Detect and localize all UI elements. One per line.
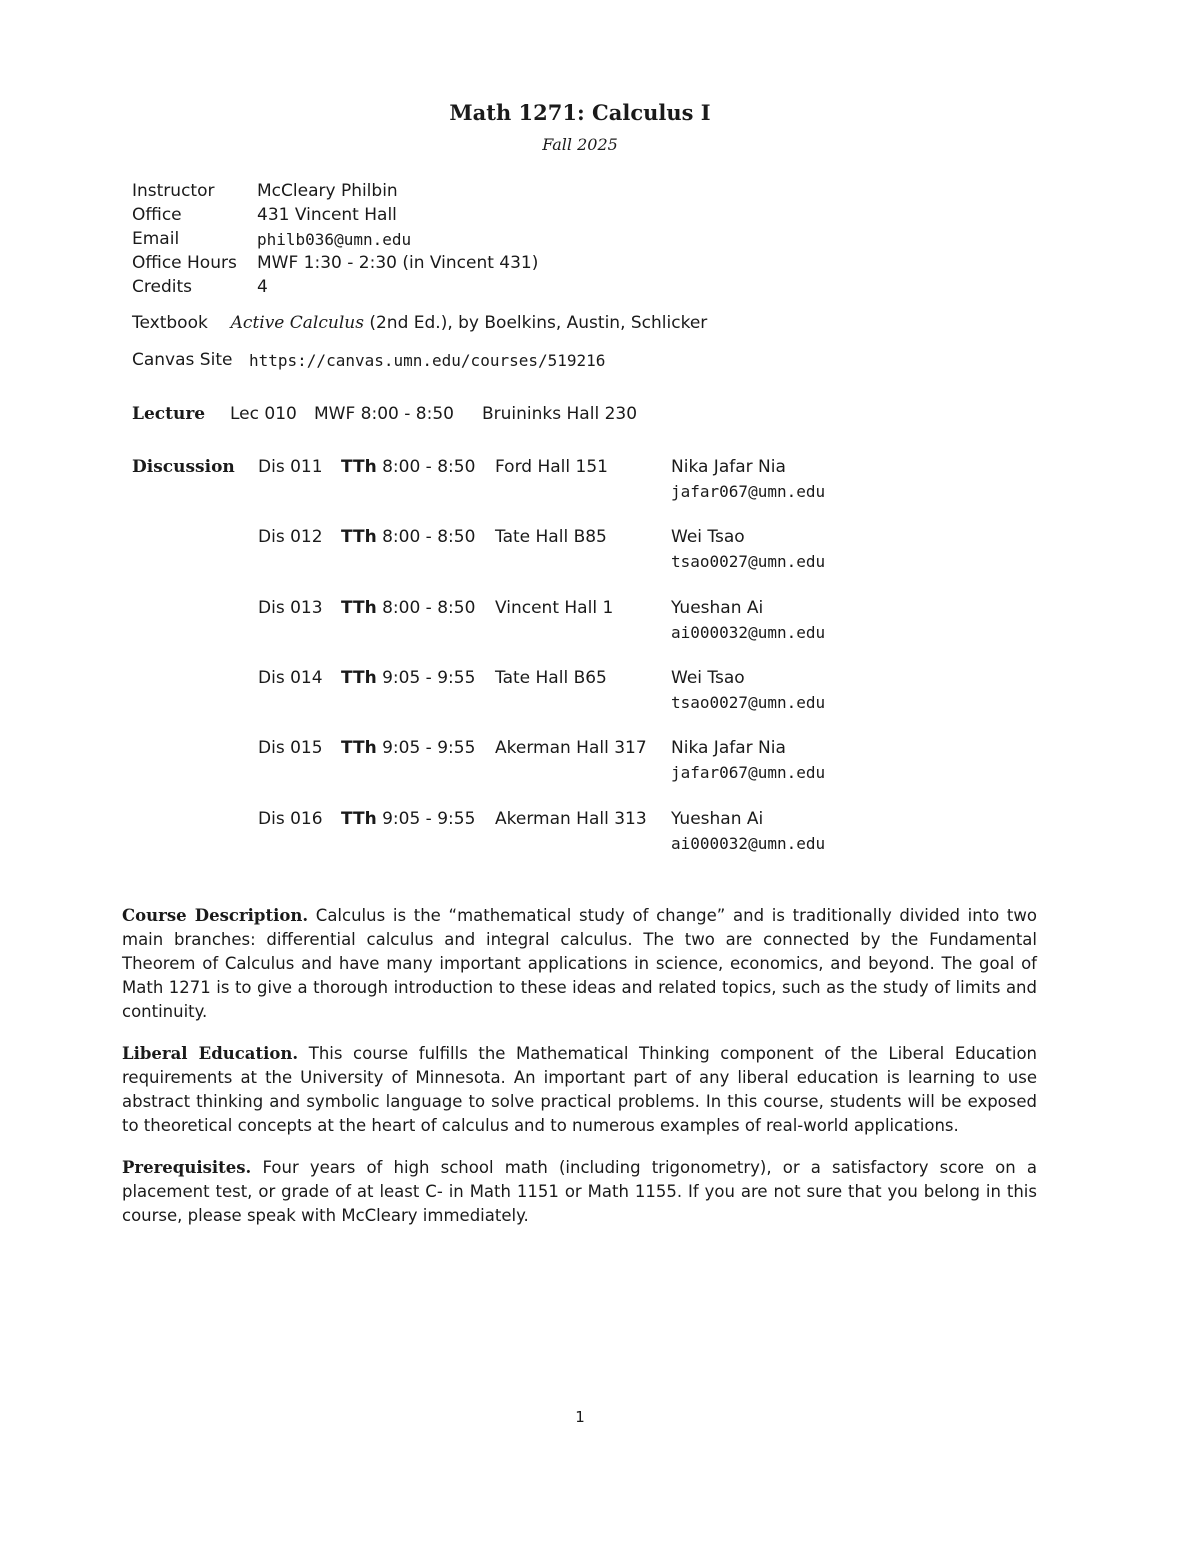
- discussion-ta-email: tsao0027@umn.edu: [671, 693, 826, 712]
- canvas-url: https://canvas.umn.edu/courses/519216: [249, 351, 606, 370]
- discussion-ta-email: jafar067@umn.edu: [671, 482, 826, 501]
- discussion-room: Tate Hall B85: [495, 527, 607, 547]
- info-label-credits: Credits: [132, 277, 192, 297]
- discussion-ta: Nika Jafar Nia: [671, 457, 786, 477]
- course-description-heading: Course Description.: [122, 906, 309, 925]
- discussion-ta: Wei Tsao: [671, 668, 745, 688]
- lecture-label: Lecture: [132, 404, 206, 424]
- discussion-room: Akerman Hall 317: [495, 738, 647, 758]
- prerequisites: [122, 1156, 1037, 1228]
- textbook-label: Textbook: [132, 313, 208, 333]
- textbook-details: (2nd Ed.), by Boelkins, Austin, Schlicker: [363, 313, 708, 333]
- info-value-credits: 4: [257, 277, 268, 297]
- prerequisites-body: Four years of high school math (including trigonometry), or a satisfactory score on a placement test, or grade of at least C- in Math 1151 or Math 1155. If you are not sure that you belong in this course, please speak with McCleary immediately.: [122, 1158, 1037, 1225]
- info-label-instructor: Instructor: [132, 181, 215, 201]
- discussion-ta-email: jafar067@umn.edu: [671, 763, 826, 782]
- discussion-section: Dis 015: [258, 738, 323, 758]
- discussion-section: Dis 014: [258, 668, 323, 688]
- page-title: Math 1271: Calculus I: [449, 100, 711, 125]
- discussion-room: Tate Hall B65: [495, 668, 607, 688]
- info-value-office-hours: MWF 1:30 - 2:30 (in Vincent 431): [257, 253, 539, 273]
- prerequisites-heading: Prerequisites.: [122, 1158, 252, 1177]
- discussion-room: Ford Hall 151: [495, 457, 608, 477]
- discussion-ta-email: ai000032@umn.edu: [671, 623, 826, 642]
- discussion-ta: Yueshan Ai: [671, 809, 764, 829]
- lecture-room: Bruininks Hall 230: [482, 404, 638, 424]
- discussion-ta: Yueshan Ai: [671, 598, 764, 618]
- discussion-ta-email: tsao0027@umn.edu: [671, 552, 826, 571]
- page-number: 1: [575, 1408, 585, 1426]
- discussion-room: Vincent Hall 1: [495, 598, 614, 618]
- liberal-education: [122, 1042, 1037, 1138]
- discussion-time: TTh 8:00 - 8:50: [341, 598, 476, 618]
- discussion-room: Akerman Hall 313: [495, 809, 647, 829]
- term: Fall 2025: [542, 135, 618, 154]
- discussion-section: Dis 013: [258, 598, 323, 618]
- discussion-ta: Nika Jafar Nia: [671, 738, 786, 758]
- lecture-time: MWF 8:00 - 8:50: [314, 404, 454, 424]
- discussion-section: Dis 012: [258, 527, 323, 547]
- discussion-time: TTh 9:05 - 9:55: [341, 738, 476, 758]
- info-value-office: 431 Vincent Hall: [257, 205, 397, 225]
- discussion-label: Discussion: [132, 457, 235, 477]
- course-description-body: Calculus is the “mathematical study of change” and is traditionally divided into two main branches: differential calculus and integral calculus. The two are connected by the Fundamental Theorem of Calculus and have many important applications in science, economics, and beyond. The goal of Math 1271 is to give a thorough introduction to these ideas and related topics, such as the study of limits and continuity.: [122, 906, 1037, 1021]
- info-value-email: philb036@umn.edu: [257, 230, 412, 249]
- lecture-section: Lec 010: [230, 404, 297, 424]
- discussion-time: TTh 9:05 - 9:55: [341, 809, 476, 829]
- discussion-time: TTh 8:00 - 8:50: [341, 527, 476, 547]
- course-description: [122, 904, 1037, 1024]
- info-value-instructor: McCleary Philbin: [257, 181, 398, 201]
- textbook-line: [132, 313, 707, 333]
- liberal-education-heading: Liberal Education.: [122, 1044, 299, 1063]
- discussion-time: TTh 8:00 - 8:50: [341, 457, 476, 477]
- info-label-email: Email: [132, 229, 180, 249]
- discussion-ta: Wei Tsao: [671, 527, 745, 547]
- canvas-label: Canvas Site: [132, 350, 233, 370]
- textbook-title: Active Calculus: [230, 313, 364, 333]
- discussion-section: Dis 011: [258, 457, 323, 477]
- discussion-section: Dis 016: [258, 809, 323, 829]
- liberal-education-body: This course fulfills the Mathematical Thinking component of the Liberal Education requirements at the University of Minnesota. An important part of any liberal education is learning to use abstract thinking and symbolic language to solve practical problems. In this course, students will be exposed to theoretical concepts at the heart of calculus and to numerous examples of real-world applications.: [122, 1044, 1037, 1135]
- discussion-ta-email: ai000032@umn.edu: [671, 834, 826, 853]
- discussion-time: TTh 9:05 - 9:55: [341, 668, 476, 688]
- info-label-office: Office: [132, 205, 182, 225]
- info-label-office-hours: Office Hours: [132, 253, 237, 273]
